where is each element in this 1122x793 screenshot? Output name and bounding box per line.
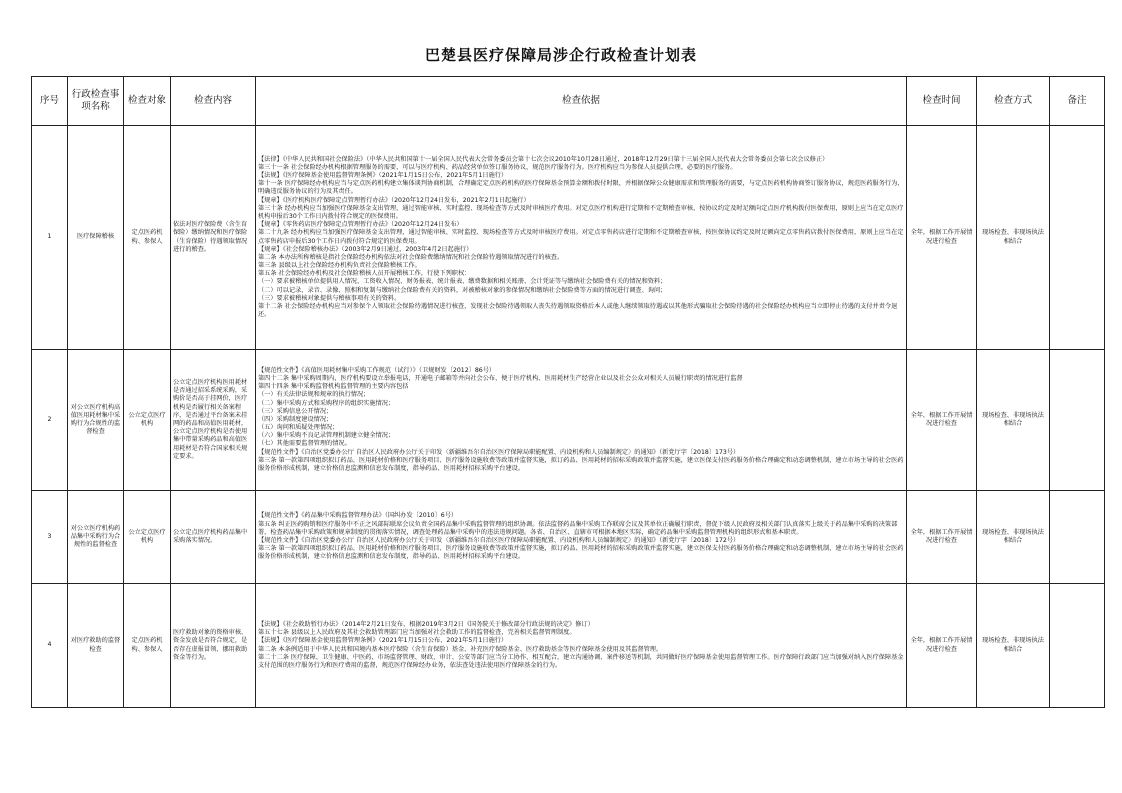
- row-no: 1: [32, 126, 68, 350]
- row-remark: [1050, 350, 1105, 491]
- row-target: 定点医药机构、参保人: [124, 584, 171, 708]
- row-method: 现场检查、非现场执法相结合: [977, 126, 1050, 350]
- basis-line: 第三条 县级以上社会保险经办机构负责社会保险稽核工作。: [258, 262, 421, 270]
- table-row: [32, 350, 1105, 491]
- basis-line: 第二条 本办法所称稽核是指社会保险经办机构依法对社会保险费缴纳情况和社会保险待遇领取情况进行的核查。: [258, 253, 564, 261]
- row-basis: [256, 126, 907, 350]
- header-method: 检查方式: [977, 77, 1050, 126]
- row-content: 依法对医疗保险费（含生育保险）缴纳情况和医疗保险（生育保险）待遇领取情况进行的稽查。: [171, 126, 256, 350]
- row-content: 公立定点医疗机构药品集中采购落实情况。: [171, 491, 256, 584]
- row-item: 对公立医疗机构高值医用耗材集中采购行为合规性的监督检查: [68, 350, 124, 491]
- row-target: 公立定点医疗机构: [124, 491, 171, 584]
- row-no: 2: [32, 350, 68, 491]
- row-remark: [1050, 491, 1105, 584]
- basis-line: （三）采购信息公开情况；: [258, 407, 333, 415]
- header-target: 检查对象: [124, 77, 171, 126]
- basis-line: 【法规】《医疗保障基金使用监督管理条例》（2021年1月15日公布，2021年5月1日施行）: [258, 172, 508, 179]
- table-row: [32, 491, 1105, 584]
- row-basis: [256, 491, 907, 584]
- basis-line: 第三条 第一款第四项组织拟订药品、医用耗材价格和医疗服务项目、医疗服务设施收费等政策并监督实施，拟订药品、医用耗材的招标采购政策并监督实施，建立医保支付医药服务价格合理确定和动态调整机制，建立市场主导的社会医药服务价格形成机制，建立价格信息监测和信息发布制度，指导药品、医用耗材招标采购平台建设。: [258, 456, 904, 473]
- basis-line: 第三十条 经办机构应当加强医疗保障基金支出管理，通过智能审核、实时监控、现场检查等方式及时审核医疗费用。对定点医疗机构进行定期和不定期稽查审核，按协议约定及时足额向定点医疗机构拨付医保费用，原则上应当在定点医疗机构申报后30个工作日内拨付符合规定的医保费用。: [258, 204, 904, 220]
- basis-line: 第二十九条 经办机构应当加强医疗保障基金支出管理，通过智能审核、实时监控、现场检查等方式及时审核医疗费用。对定点零售药店进行定期和不定期稽查审核，按医保协议约定及时足额向定点零售药店拨付医保费用，原则上应当在定点零售药店申报后30个工作日内拨付符合规定的医保费用。: [258, 229, 904, 245]
- basis-line: 第三条 第一款第四项组织拟订药品、医用耗材价格和医疗服务项目、医疗服务设施收费等政策并监督实施，拟订药品、医用耗材的招标采购政策并监督实施，建立医保支付医药服务价格合理确定和动态调整机制，建立市场主导的社会医药服务价格形成机制，建立价格信息监测和信息发布制度，指导药品、医用耗材招标采购平台建设。: [258, 545, 904, 561]
- row-method: 现场检查、非现场执法相结合: [977, 584, 1050, 708]
- basis-line: 【规范性文件】《自治区党委办公厅 自治区人民政府办公厅关于印发〈新疆维吾尔自治区医疗保障局职能配置、内设机构和人员编制规定〉的通知》（新党厅字〔2018〕172号）: [258, 537, 740, 544]
- basis-line: 【法律】《中华人民共和国社会保险法》（中华人民共和国第十一届全国人民代表大会常务委员会第十七次会议2010年10月28日通过，2018年12月29日第十三届全国人民代表大会常务委员会第七次会议修正）: [258, 155, 829, 163]
- basis-line: 【规范性文件】《自治区党委办公厅 自治区人民政府办公厅关于印发〈新疆维吾尔自治区医疗保障局职能配置、内设机构和人员编制规定〉的通知》（新党厅字〔2018〕173号）: [258, 448, 740, 456]
- basis-line: 第十一条 医疗保障经办机构应当与定点医药机构建立集体谈判协商机制，合理确定定点医药机构的医疗保障基金预算金额和拨付时限，并根据保障公众健康需求和管理服务的需要，与定点医药机构协商签订服务协议，规范医药服务行为，明确违反服务协议的行为及其责任。: [258, 180, 904, 196]
- basis-line: 第四十四条 集中采购监督机构监督管理的主要内容包括: [258, 383, 409, 391]
- row-time: 全年，根据工作开展情况进行检查: [907, 350, 977, 491]
- basis-line: 【规章】《社会保险稽核办法》（2003年2月9日通过，2003年4月2日起施行）: [258, 245, 473, 253]
- basis-line: （四）采购制度建设情况；: [258, 415, 333, 423]
- row-basis: [256, 350, 907, 491]
- basis-line: 第十二条 社会保险经办机构应当对参保个人领取社会保险待遇情况进行核查，发现社会保险待遇领取人丧失待遇领取资格后本人或他人继续领取待遇或以其他形式骗取社会保险待遇的社会保险经办机构应当立即停止待遇的支付并责令退还。: [258, 303, 898, 319]
- row-item: 对公立医疗机构药品集中采购行为合规性的监督检查: [68, 491, 124, 584]
- row-method: 现场检查、非现场执法相结合: [977, 350, 1050, 491]
- basis-line: 【规范性文件】《药品集中采购监督管理办法》（国纠办发〔2010〕6号）: [258, 512, 458, 520]
- inspection-plan-table: [31, 76, 1105, 708]
- row-target: 定点医药机构、参保人: [124, 126, 171, 350]
- header-time: 检查时间: [907, 77, 977, 126]
- header-no: 序号: [32, 77, 68, 126]
- basis-line: 【规章】《零售药店医疗保障定点管理暂行办法》（2020年12月24日发布）: [258, 221, 463, 229]
- basis-line: （三）要求被稽核对象提供与稽核事项有关的资料。: [258, 294, 401, 302]
- basis-line: 第五条 纠正医药购销和医疗服务中不正之风部际联席会议负责全国药品集中采购监督管理的组织协调。依法监督药品集中采购工作联席会议及其单位正确履行职责，督促下级人民政府及相关部门认真落实上级关于药品集中采购的决策部署，检查药品集中采购政策和规章制度的贯彻落实情况，调查处理药品集中采购中的违法违规问题。各省、自治区、直辖市可根据本地区实际，确定药品集中采购监督管理机构的组织形式和基本职责。: [258, 520, 898, 536]
- basis-line: 【规范性文件】《高值医用耗材集中采购工作规范（试行）》（卫规财发〔2012〕86号）: [258, 366, 496, 374]
- row-basis: [256, 584, 907, 708]
- basis-line: 第五条 社会保险经办机构及社会保险稽核人员开展稽核工作，行使下列职权：: [258, 270, 471, 278]
- row-time: 全年，根据工作开展情况进行检查: [907, 584, 977, 708]
- header-item: 行政检查事项名称: [68, 77, 124, 126]
- row-remark: [1050, 584, 1105, 708]
- row-target: 公立定点医疗机构: [124, 350, 171, 491]
- table-row: [32, 126, 1105, 350]
- row-item: 医疗保障稽核: [68, 126, 124, 350]
- row-no: 4: [32, 584, 68, 708]
- page-title: 巴楚县医疗保障局涉企行政检查计划表: [424, 46, 697, 64]
- header-content: 检查内容: [171, 77, 256, 126]
- basis-line: （七）其他需要监督管理的情况。: [258, 440, 351, 448]
- row-content: 公立定点医疗机构医用耗材是否通过招采系统采购，采购价是否高于挂网价，医疗机构是否履行相关备案程序，是否通过平台备案未挂网的药品和高值医用耗材，公立定点医疗机构是否使用集中带量采购药品和高值医用耗材是否符合国家相关规定要求。: [171, 350, 256, 491]
- basis-line: 【规章】《医疗机构医疗保障定点管理暂行办法》（2020年12月24日发布，2021年2月1日起施行）: [258, 196, 530, 204]
- basis-line: （五）询问和质疑处理情况；: [258, 424, 339, 432]
- basis-line: （一）要求被稽核单位提供用人情况、工资收入情况、财务报表、统计报表、缴费数据和相关账册、会计凭证等与缴纳社会保险费有关的情况和资料；: [258, 278, 667, 286]
- row-remark: [1050, 126, 1105, 350]
- basis-line: 第五十七条 县级以上人民政府及其社会救助管理部门应当加强对社会救助工作的监督检查，完善相关监督管理制度。: [258, 629, 576, 637]
- row-method: 现场检查、非现场执法相结合: [977, 491, 1050, 584]
- row-time: 全年，根据工作开展情况进行检查: [907, 491, 977, 584]
- basis-line: （二）集中采购方式和采购程序的组织实施情况；: [258, 399, 395, 407]
- basis-line: （一）有关法律法规和规章的执行情况；: [258, 391, 370, 399]
- row-no: 3: [32, 491, 68, 584]
- header-remark: 备注: [1050, 77, 1105, 126]
- row-content: 医疗救助对象的资格审核、资金发放是否符合规定，是否存在虚报冒领、挪用救助资金等行为。: [171, 584, 256, 708]
- basis-line: 【法规】《医疗保障基金使用监督管理条例》（2021年1月15日公布，2021年5月1日施行）: [258, 637, 508, 645]
- basis-line: （六）集中采购不良记录管理机制建立健全情况；: [258, 432, 395, 440]
- basis-line: 【法规】《社会救助暂行办法》（2014年2月21日发布，根据2019年3月2日《国务院关于修改部分行政法规的决定》修订）: [258, 620, 594, 628]
- basis-line: 第二条 本条例适用于中华人民共和国境内基本医疗保险（含生育保险）基金、补充医疗保险基金、医疗救助基金等医疗保障基金使用及其监督管理。: [258, 645, 663, 653]
- basis-line: 第三十一条 社会保险经办机构根据管理服务的需要，可以与医疗机构、药品经营单位签订服务协议，规范医疗服务行为。医疗机构应当为参保人员提供合理、必要的医疗服务。: [258, 163, 737, 171]
- row-time: 全年，根据工作开展情况进行检查: [907, 126, 977, 350]
- header-basis: 检查依据: [256, 77, 907, 126]
- row-item: 对医疗救助的监督检查: [68, 584, 124, 708]
- basis-line: 第四十二条 集中采购周期内，医疗机构要设立举报电话，开通电子邮箱等并向社会公布，便于医疗机构、医用耗材生产经营企业以及社会公众对相关人员履行职责的情况进行监督: [258, 374, 743, 382]
- table-header-row: [32, 77, 1105, 126]
- basis-line: 第二十二条 医疗保障、卫生健康、中医药、市场监督管理、财政、审计、公安等部门应当分工协作、相互配合，建立沟通协调、案件移送等机制，共同做好医疗保障基金使用监督管理工作。医疗保障行政部门应当加强对纳入医疗保障基金支付范围的医疗服务行为和医疗费用的监督，规范医疗保障经办业务，依法查处违法使用医疗保障基金的行为。: [258, 653, 904, 669]
- basis-line: （二）可以记录、录音、录像、照相和复制与缴纳社会保险费有关的资料，对被稽核对象的参保情况和缴纳社会保险费等方面的情况进行调查、询问；: [258, 286, 667, 294]
- table-row: [32, 584, 1105, 708]
